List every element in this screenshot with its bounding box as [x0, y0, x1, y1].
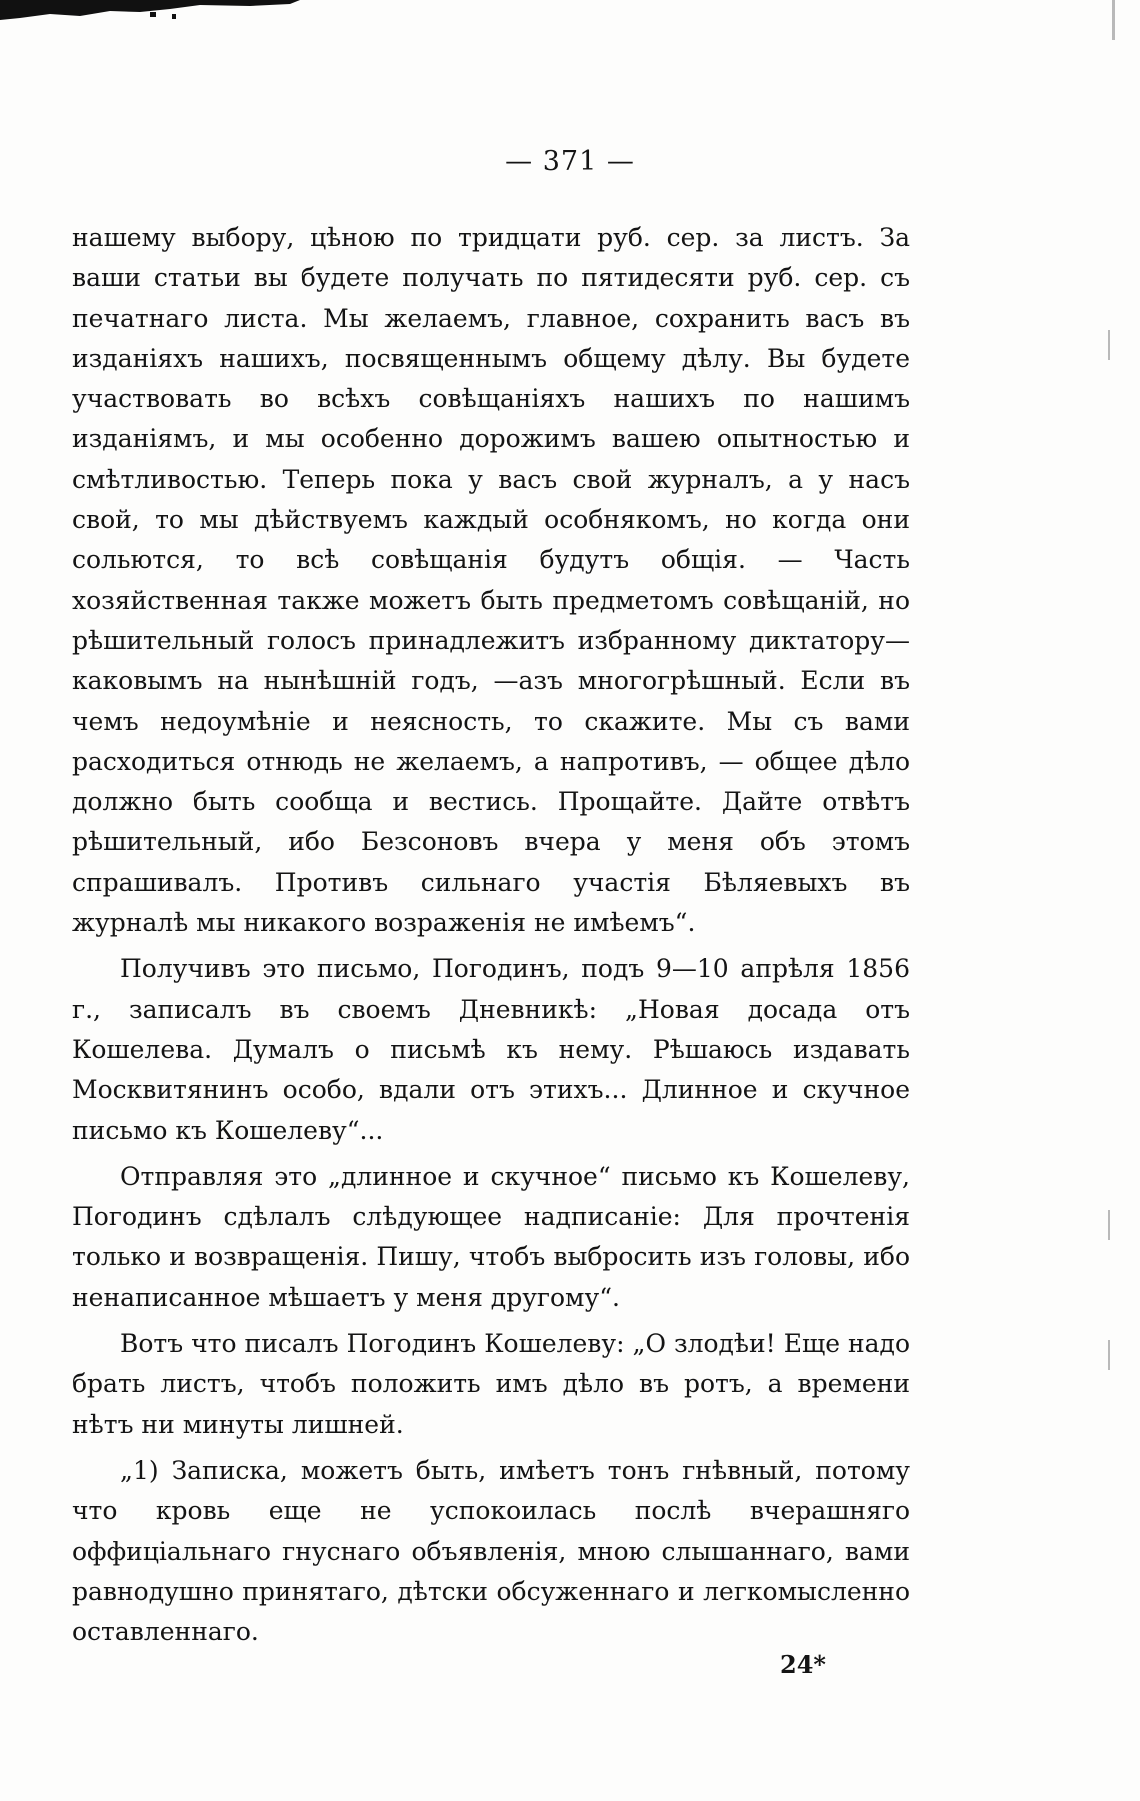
right-margin-mark	[1108, 330, 1110, 360]
paragraph-1: нашему выбору, цѣною по тридцати руб. сер. за листъ. За ваши статьи вы будете получать по пятидесяти руб. сер. съ печатнаго листа. Мы желаемъ, главное, сохранить васъ въ изданіяхъ нашихъ, посвященнымъ общему дѣлу. Вы будете участвовать во всѣхъ совѣщаніяхъ нашихъ по нашимъ изданіямъ, и мы особенно дорожимъ вашею опытностью и смѣтливостью. Теперь пока у васъ свой журналъ, а у насъ свой, то мы дѣйствуемъ каждый особнякомъ, но когда они сольются, то всѣ совѣщанія будутъ общія. — Часть хозяйственная также можетъ быть предметомъ совѣщаній, но рѣшительный голосъ принадлежитъ избранному диктатору—каковымъ на нынѣшній годъ, —азъ многогрѣшный. Если въ чемъ недоумѣніе и неясность, то скажите. Мы съ вами расходиться отнюдь не желаемъ, а напротивъ, — общее дѣло должно быть сообща и вестись. Прощайте. Дайте отвѣтъ рѣшительный, ибо Безсоновъ вчера у меня объ этомъ спрашивалъ. Противъ сильнаго участія Бѣляевыхъ въ журналѣ мы никакого возраженія не имѣемъ“.	[72, 223, 910, 938]
right-margin-mark	[1108, 1340, 1110, 1370]
paragraph-3: Отправляя это „длинное и скучное“ письмо къ Кошелеву, Погодинъ сдѣлалъ слѣдующее надписаніе: Для прочтенія только и возвращенія. Пишу, чтобъ выбросить изъ головы, ибо ненаписанное мѣшаетъ у меня другому“.	[72, 1161, 910, 1312]
page-number: — 371 —	[505, 146, 635, 177]
paragraph-2: Получивъ это письмо, Погодинъ, подъ 9—10 апрѣля 1856 г., записалъ въ своемъ Дневникѣ: „Новая досада отъ Кошелева. Думалъ о письмѣ къ нему. Рѣшаюсь издавать Москвитянинъ особо, вдали отъ этихъ... Длинное и скучное письмо къ Кошелеву“...	[72, 954, 910, 1145]
signature-mark: 24*	[780, 1650, 826, 1679]
scan-edge-smudge	[0, 0, 300, 22]
right-margin-mark	[1112, 0, 1115, 40]
page-body	[72, 218, 910, 1658]
paragraph-5: „1) Записка, можетъ быть, имѣетъ тонъ гнѣвный, потому что кровь еще не успокоилась послѣ вчерашняго оффиціальнаго гнуснаго объявленія, мною слышаннаго, вами равнодушно принятаго, дѣтски обсуженнаго и легкомысленно оставленнаго.	[72, 1455, 910, 1647]
paragraph-4: Вотъ что писалъ Погодинъ Кошелеву: „О злодѣи! Еще надо брать листъ, чтобъ положить имъ дѣло въ ротъ, а времени нѣтъ ни минуты лишней.	[72, 1329, 910, 1439]
right-margin-mark	[1108, 1210, 1110, 1240]
